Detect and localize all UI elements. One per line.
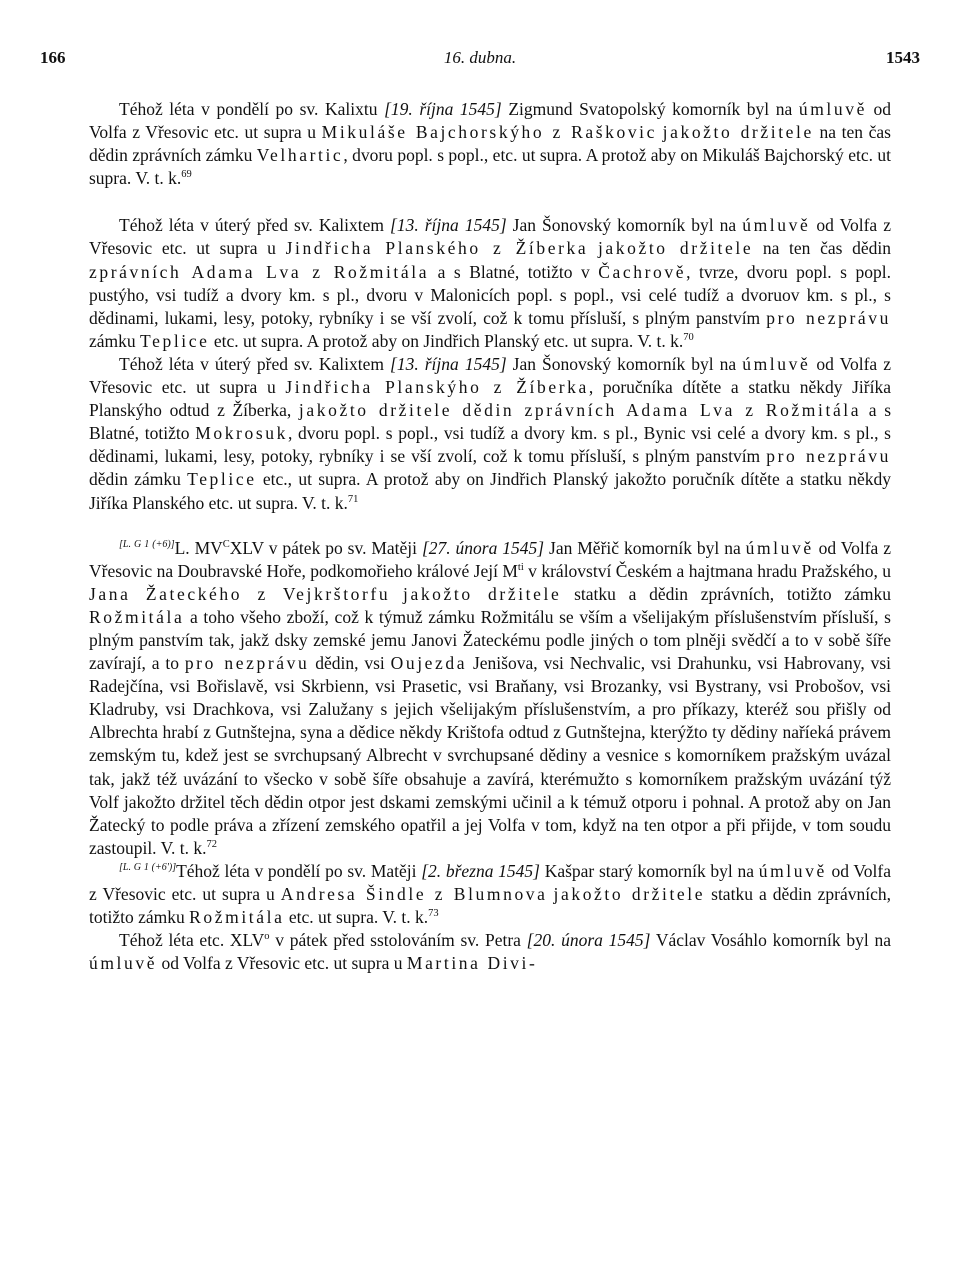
text-run: Téhož léta v úterý před sv. Kalixtem bbox=[119, 215, 391, 236]
spaced-text: Mikuláše Bajchorskýho z Raškovic bbox=[321, 122, 657, 143]
superscript: ti bbox=[517, 561, 524, 573]
text-run: od Volfa z Vřesovic etc. ut supra u bbox=[89, 353, 891, 398]
spaced-text: Martina Divi- bbox=[406, 953, 538, 974]
entry-paragraph-3 bbox=[89, 353, 891, 515]
text-run: etc., ut supra. A protož aby on Jindřich Planský jakožto poručník dítěte a statku někdy Jiříka Planského etc. ut supra. V. t. k. bbox=[89, 469, 891, 513]
text-run: etc. ut supra. V. t. k. bbox=[284, 907, 429, 928]
spaced-text: zprávních Adama Lva z Rožmitála bbox=[89, 261, 430, 282]
text-run: Téhož léta etc. XLV bbox=[119, 930, 265, 951]
spaced-text: jakožto držitele bbox=[553, 884, 706, 904]
text-run: Jan Šonovský komorník byl na bbox=[506, 215, 743, 236]
entry-paragraph-2 bbox=[89, 214, 891, 353]
text-run: dědin, vsi bbox=[309, 653, 391, 674]
text-run: statku a dědin zprávních, totižto zámku bbox=[89, 884, 891, 928]
superscript: o bbox=[264, 931, 270, 943]
text-run: L. MV bbox=[174, 537, 223, 558]
date-annotation: [13. října 1545] bbox=[390, 215, 507, 236]
entry-paragraph-5 bbox=[89, 860, 891, 929]
text-run: a toho všeho zboží, což k týmuž zámku Rožmitálu se vším a všelijakým příslušenstvím přísluší, s plným panstvím tak, jakž dsky zemské jemu Janovi Žateckému podle jiných o tom plněji svědčí a to v sobě šíře zavírají, a to bbox=[89, 606, 891, 674]
spaced-text: Oujezda bbox=[390, 653, 468, 674]
spaced-text: jakožto držitele bbox=[597, 238, 754, 259]
text-run: zámku bbox=[89, 330, 141, 351]
folio-marker: [L. G 1 (+6')] bbox=[119, 862, 177, 874]
text-run: a s Blatné, totižto bbox=[89, 400, 892, 444]
footnote-marker: 71 bbox=[347, 493, 359, 505]
date-annotation: [20. února 1545] bbox=[526, 930, 651, 951]
text-run: od Volfa z Vřesovic etc. ut supra u bbox=[89, 860, 891, 904]
text-run: od Volfa z Vřesovic etc. ut supra u bbox=[89, 99, 892, 143]
text-run: Jan Šonovský komorník byl na bbox=[506, 353, 743, 374]
text-run bbox=[390, 584, 403, 604]
page-number: 166 bbox=[40, 48, 66, 67]
spaced-text: Jindřicha Planskýho z Žíberka bbox=[285, 377, 589, 398]
spaced-text: Rožmitála bbox=[89, 606, 185, 627]
spaced-text: Velhartic bbox=[256, 145, 344, 166]
text-run: Téhož léta v úterý před sv. Kalixtem bbox=[119, 353, 391, 374]
date-annotation: [19. října 1545] bbox=[384, 99, 502, 119]
spaced-text: úmluvě bbox=[89, 953, 158, 974]
footnote-marker: 73 bbox=[428, 908, 439, 920]
superscript: C bbox=[222, 538, 230, 550]
text-run: Václav Vosáhlo komorník byl na bbox=[650, 930, 891, 951]
text-run: etc. ut supra. A protož aby on Jindřich Planský etc. ut supra. V. t. k. bbox=[209, 330, 684, 351]
text-run: na ten čas dědin bbox=[753, 238, 891, 259]
spaced-text: jakožto držitele bbox=[402, 583, 562, 604]
text-run: , tvrze, dvoru popl. s popl. pustýho, vsi tudíž a dvory km. s pl., dvoru v Malonicích popl. s popl., vsi celé tudíž a dvoruov km. s pl., s dědinami, lukami, lesy, potoky, rybníky i se vší zvolí, což k tomu přísluší, s plným panstvím bbox=[89, 261, 891, 328]
text-run: statku a dědin zprávních, totižto zámku bbox=[561, 583, 892, 604]
entry-paragraph-6 bbox=[89, 929, 891, 975]
text-run: od Volfa z Vřesovic etc. ut supra u bbox=[89, 215, 891, 259]
text-run: Jenišova, vsi Nechvalic, vsi Drahunku, vsi Habrovany, vsi Radejčína, vsi Bořislavě, vsi Skrbienn, vsi Prasetic, vsi Braňany, vsi Brozanky, vsi Bystrany, vsi Probošov, vsi Kladruby, vsi Drachkova, vsi Zalužany s jejich všelijakým příslušenstvím, a pro příkazy, kteréž sou přišly od Albrechta hrabí z Gutnštejna, syna a dědice někdy Krištofa odtud z Gutnštejna, kterýžto ty dědiny naříeká právem zemským tu, kdež jest se svrchupsaný Albrecht v svrchupsané dědiny a vesnice s komorníkem pražským uvázal tak, jakž též uvázání to všecko v sobě šíře obsahuje a zavírá, kterémužto s komorníkem pražským uvázání týž Volf jakožto držitel těch dědin otpor jest dskami zemskými učinil a k témuž otporu i pohnal. A protož aby on Jan Žatecký to podle práva a zřízení zemského opatřil a jej Volfa v tom, když na ten otpor a při přijde, v tom soudu zastoupil. V. t. k. bbox=[89, 653, 891, 858]
running-year: 1543 bbox=[886, 48, 920, 67]
spaced-text: jakožto držitele bbox=[662, 122, 814, 143]
paragraph-gap bbox=[89, 515, 891, 537]
spaced-text: Jindřicha Planského z Žíberka bbox=[285, 238, 589, 259]
spaced-text: pro nezprávu bbox=[766, 446, 891, 467]
spaced-text: pro nezprávu bbox=[766, 307, 891, 328]
spaced-text: úmluvě bbox=[798, 99, 867, 119]
folio-marker: [L. G 1 (+6)] bbox=[119, 538, 175, 550]
text-run: Kašpar starý komorník byl na bbox=[540, 860, 759, 881]
text-run: , poručníka dítěte a statku někdy Jiříka Planskýho odtud z Žíberka, bbox=[89, 377, 892, 421]
spaced-text: úmluvě bbox=[742, 215, 811, 236]
spaced-text: jakožto držitele dědin zprávních Adama Lva z Rožmitála bbox=[298, 400, 862, 421]
body-text bbox=[89, 98, 891, 975]
spaced-text: pro nezprávu bbox=[184, 653, 310, 674]
text-run: Jan Měřič komorník byl na bbox=[544, 537, 746, 558]
text-run: a s Blatné, totižto v bbox=[429, 261, 599, 282]
spaced-text: úmluvě bbox=[742, 353, 811, 374]
spaced-text: úmluvě bbox=[745, 537, 814, 558]
text-run: Téhož léta v pondělí po sv. Matěji bbox=[176, 860, 422, 881]
date-annotation: [2. března 1545] bbox=[421, 860, 540, 881]
text-run: , dvoru popl. s popl., etc. ut supra. A protož aby on Mikuláš Bajchorský etc. ut supra. V. t. k. bbox=[89, 145, 891, 189]
date-annotation: [27. února 1545] bbox=[421, 537, 545, 558]
footnote-marker: 70 bbox=[683, 332, 694, 344]
running-header bbox=[40, 48, 920, 74]
text-run: v království Českém a hajtmana hradu Pražského, u bbox=[523, 560, 892, 581]
text-run: dědin zámku bbox=[89, 469, 188, 490]
spaced-text: Teplice bbox=[140, 330, 210, 351]
entry-paragraph-4 bbox=[89, 537, 891, 860]
text-run: od Volfa z Vřesovic na Doubravské Hoře, podkomořieho králové Její M bbox=[89, 537, 892, 581]
text-run: , dvoru popl. s popl., vsi tudíž a dvory km. s pl., Bynic vsi celé a dvory km. s pl., s dědinami, lukami, lesy, potoky, rybníky i se vší zvolí, což k tomu přísluší, s plným panstvím bbox=[89, 423, 891, 467]
text-run: na ten čas dědin zprávních zámku bbox=[89, 122, 891, 166]
footnote-marker: 69 bbox=[181, 169, 192, 181]
entry-paragraph-1 bbox=[89, 98, 891, 190]
text-run: Zigmund Svatopolský komorník byl na bbox=[501, 99, 799, 119]
date-annotation: [13. října 1545] bbox=[390, 353, 507, 374]
text-run: XLV v pátek po sv. Matěji bbox=[229, 537, 422, 558]
spaced-text: Teplice bbox=[187, 469, 257, 490]
footnote-marker: 72 bbox=[206, 838, 217, 850]
spaced-text: Andresa Šindle z Blumnova bbox=[280, 884, 548, 904]
paragraph-gap bbox=[89, 190, 891, 214]
text-run: Téhož léta v pondělí po sv. Kalixtu bbox=[119, 99, 385, 119]
spaced-text: Jana Žateckého z Vejkrštorfu bbox=[89, 583, 391, 604]
running-date: 16. dubna. bbox=[443, 48, 517, 67]
spaced-text: Mokrosuk bbox=[195, 423, 288, 444]
spaced-text: úmluvě bbox=[758, 860, 827, 881]
text-run bbox=[588, 238, 598, 258]
spaced-text: Čachrově bbox=[598, 261, 687, 282]
text-run: od Volfa z Vřesovic etc. ut supra u bbox=[157, 953, 407, 974]
spaced-text: Rožmitála bbox=[189, 907, 285, 928]
text-run: v pátek před sstolováním sv. Petra bbox=[269, 930, 527, 951]
